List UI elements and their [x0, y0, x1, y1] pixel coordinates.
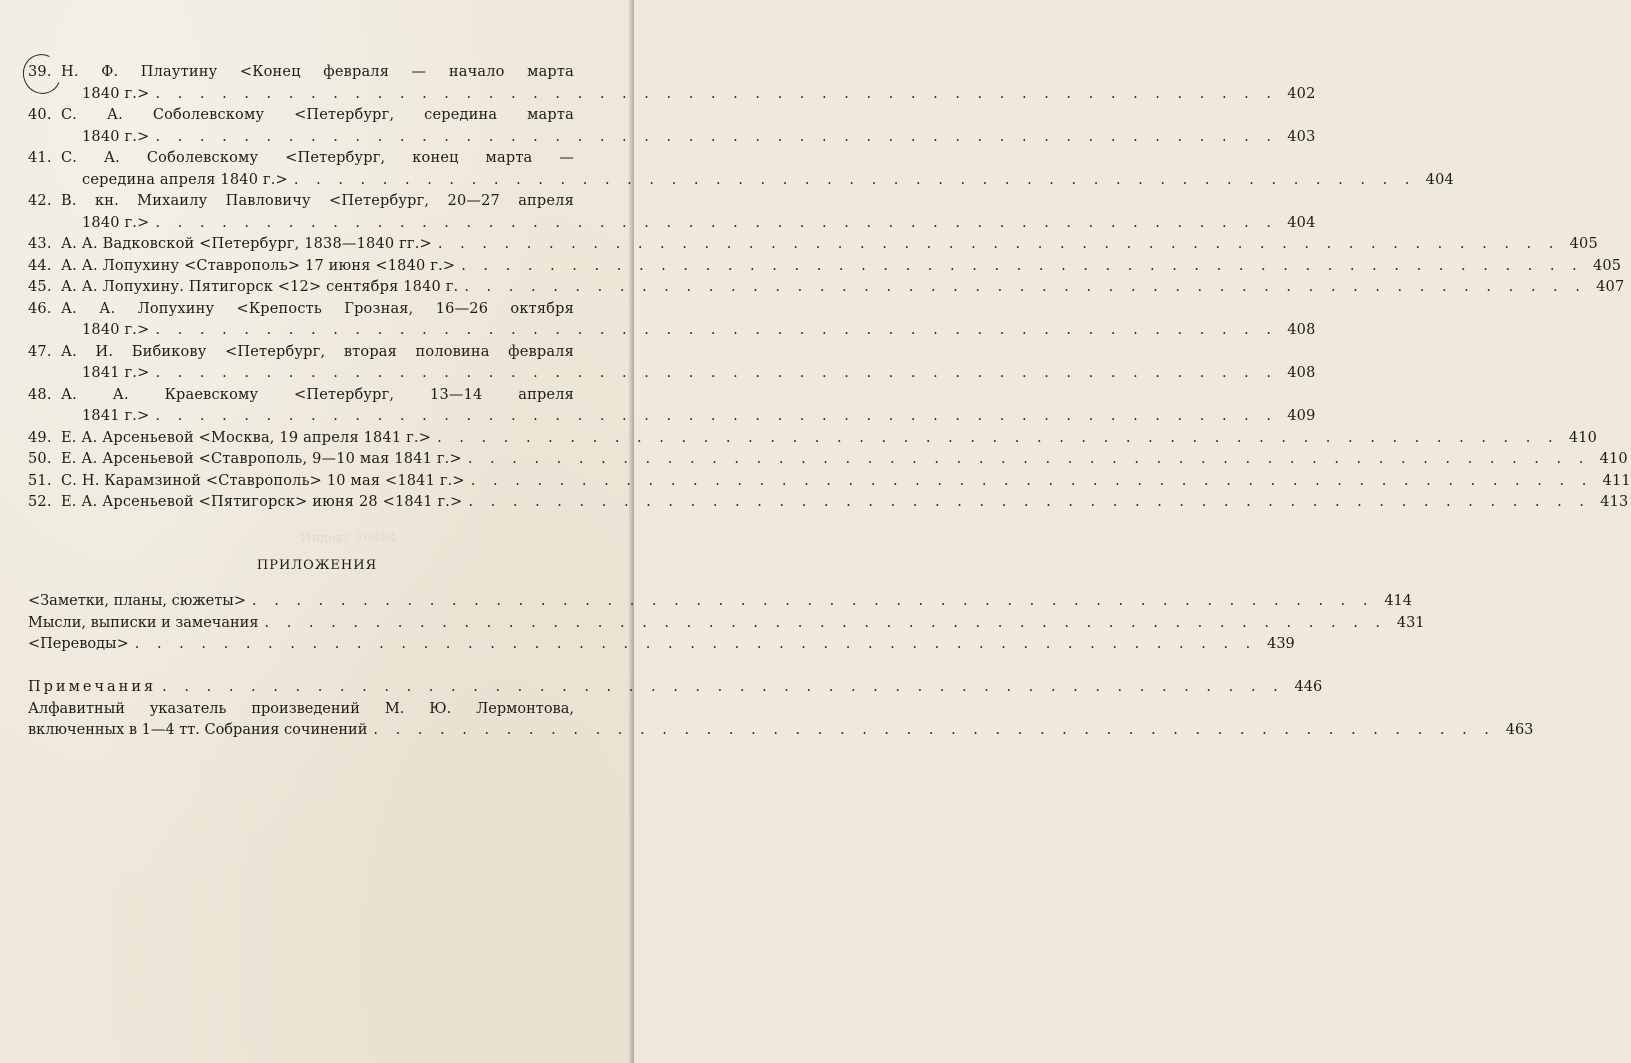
dot-leader — [156, 677, 1284, 699]
entry-number: 45. — [28, 279, 52, 295]
entry-text: Мысли, выписки и замечания — [28, 614, 259, 631]
word: <Петербург, — [294, 386, 395, 403]
entry-page-number: 404 — [1425, 171, 1454, 188]
dot-leader — [431, 428, 1559, 450]
toc-entry-line — [28, 105, 574, 127]
toc-entry-line — [28, 363, 1316, 385]
dot-leader — [149, 363, 1277, 385]
toc-entry — [28, 148, 1454, 191]
toc-entry — [28, 428, 1598, 450]
entry-text — [61, 148, 574, 170]
entry-text: 1840 г.> — [82, 214, 150, 231]
word: М. — [384, 700, 405, 717]
word: А. — [112, 386, 129, 403]
toc-entry — [28, 342, 1316, 385]
toc-entry-line — [28, 256, 1622, 278]
word: середина — [424, 107, 498, 123]
word: произведений — [251, 700, 360, 717]
toc-entry-line — [28, 449, 1628, 471]
toc-entry — [28, 299, 1316, 342]
entry-text: <Переводы> — [28, 636, 129, 652]
word: Краевскому — [164, 386, 259, 403]
word: С. — [61, 150, 78, 166]
entry-number: 44. — [28, 257, 52, 274]
entry-page-number: 408 — [1287, 365, 1316, 381]
word: Бибикову — [131, 343, 207, 360]
word: — — [559, 150, 574, 166]
word: — — [411, 64, 427, 80]
entry-number: 46. — [28, 300, 52, 317]
entry-page-number: 410 — [1599, 451, 1628, 467]
entry-page-number: 410 — [1568, 429, 1598, 446]
entry-text — [61, 342, 574, 364]
entry-text — [28, 699, 574, 721]
word: февраля — [508, 343, 574, 360]
word: 16—26 — [435, 300, 489, 317]
entry-page-number: 413 — [1600, 494, 1629, 510]
entry-text: <Заметки, планы, сюжеты> — [28, 593, 246, 609]
word: апреля — [518, 386, 574, 403]
entry-text: середина апреля 1840 г.> — [82, 171, 288, 188]
word: октября — [510, 300, 574, 317]
dot-leader — [149, 127, 1277, 149]
word: Плаутину — [140, 64, 218, 80]
entry-text: 1841 г.> — [82, 408, 150, 424]
word: Алфавитный — [28, 700, 125, 717]
word: А. — [99, 300, 116, 317]
word: С. — [61, 107, 78, 123]
entry-text: 1840 г.> — [82, 322, 150, 338]
dot-leader — [432, 234, 1560, 256]
word: марта — [485, 150, 533, 166]
dot-leader — [462, 449, 1590, 471]
page-edge-shadow — [628, 0, 634, 1063]
word: половина — [415, 343, 490, 360]
word: апреля — [518, 193, 574, 209]
toc-entry-line — [28, 234, 1598, 256]
toc-entry — [28, 234, 1598, 256]
word: Лопухину — [137, 300, 215, 317]
entry-text: Е. А. Арсеньевой <Ставрополь, 9—10 мая 1841 г.> — [61, 451, 462, 467]
word: Ф. — [101, 64, 119, 80]
entry-number: 51. — [28, 472, 52, 489]
toc-entry-line — [28, 428, 1598, 450]
dot-leader — [149, 213, 1277, 235]
appendix-entry — [28, 591, 1413, 613]
entry-number: 39. — [28, 64, 52, 80]
entry-text: Е. А. Арсеньевой <Москва, 19 апреля 1841 г.> — [61, 429, 432, 446]
toc-entry-line — [28, 277, 1625, 299]
entry-number: 50. — [28, 451, 52, 467]
entry-page-number: 411 — [1602, 472, 1631, 489]
toc-entry-line — [28, 191, 574, 213]
dot-leader — [367, 720, 1495, 742]
word: Соболевскому — [152, 107, 265, 123]
word: марта — [527, 107, 574, 123]
word: вторая — [343, 343, 398, 360]
dot-leader — [129, 634, 1257, 656]
show-through-text: Индекс 70484 — [300, 531, 397, 546]
word: февраля — [323, 64, 390, 80]
toc-entry — [28, 62, 1316, 105]
word: марта — [527, 64, 574, 80]
word: Павловичу — [225, 193, 311, 209]
word: Н. — [61, 64, 79, 80]
word: Грозная, — [344, 300, 414, 317]
entry-text: С. Н. Карамзиной <Ставрополь> 10 мая <1841 г.> — [61, 472, 465, 489]
entry-number: 40. — [28, 107, 52, 123]
word: <Крепость — [236, 300, 322, 317]
entry-page-number: 405 — [1569, 236, 1598, 252]
notes-entry — [28, 699, 1534, 742]
toc-entry-line — [28, 148, 574, 170]
toc-entry — [28, 385, 1316, 428]
entry-text: включенных в 1—4 тт. Собрания сочинений — [28, 722, 368, 738]
toc-entry-line — [28, 127, 1316, 149]
appendix-entry — [28, 613, 1425, 635]
entry-text — [61, 105, 574, 127]
entry-page-number: 409 — [1287, 408, 1316, 424]
dot-leader — [259, 613, 1387, 635]
word: А. — [61, 300, 77, 317]
notes-entry-line — [28, 699, 574, 721]
word: кн. — [94, 193, 119, 209]
entry-text — [61, 299, 574, 321]
word: <Петербург, — [294, 107, 395, 123]
appendix-entry — [28, 634, 1295, 656]
toc-entry — [28, 191, 1316, 234]
entry-number: 49. — [28, 429, 52, 446]
entry-page-number: 414 — [1384, 593, 1413, 609]
entry-page-number: 463 — [1505, 722, 1534, 738]
entry-page-number: 408 — [1287, 322, 1316, 338]
entry-number: 47. — [28, 343, 52, 360]
entry-text: 1841 г.> — [82, 365, 150, 381]
word: указатель — [149, 700, 227, 717]
toc-entry-line — [28, 342, 574, 364]
word: Ю. — [429, 700, 452, 717]
toc-entry-line — [28, 62, 574, 84]
word: <Петербург, — [225, 343, 326, 360]
dot-leader — [455, 256, 1583, 278]
toc-entry — [28, 105, 1316, 148]
word: Соболевскому — [146, 150, 259, 166]
word: А. — [104, 150, 120, 166]
notes-entry-line — [28, 720, 1534, 742]
dot-leader — [458, 277, 1586, 299]
entry-number: 48. — [28, 386, 52, 403]
entry-number: 42. — [28, 193, 52, 209]
entry-number: 43. — [28, 236, 52, 252]
entry-page-number: 407 — [1596, 279, 1625, 295]
word: <Петербург, — [285, 150, 386, 166]
entry-text — [61, 62, 574, 84]
toc-entry-line — [28, 84, 1316, 106]
word: А. — [61, 343, 77, 360]
dot-leader — [465, 471, 1593, 493]
word: Лермонтова, — [476, 700, 574, 717]
entry-text: 1840 г.> — [82, 128, 150, 145]
dot-leader — [149, 84, 1277, 106]
word: А. — [106, 107, 123, 123]
appendix-list — [28, 591, 1425, 656]
toc-entry-line — [28, 170, 1454, 192]
entry-page-number: 404 — [1287, 214, 1316, 231]
toc-entry-line — [28, 492, 1629, 514]
entry-page-number: 439 — [1267, 636, 1295, 652]
toc-entry — [28, 449, 1628, 471]
entry-text — [61, 191, 574, 213]
entry-text: Е. А. Арсеньевой <Пятигорск> июня 28 <1841 г.> — [61, 494, 463, 510]
entry-page-number: 431 — [1396, 614, 1425, 631]
toc-entry-line — [28, 213, 1316, 235]
word: Михаилу — [137, 193, 208, 209]
entry-number: 41. — [28, 150, 52, 166]
entry-page-number: 405 — [1592, 257, 1622, 274]
table-of-contents — [28, 62, 1631, 514]
entry-text: Примечания — [28, 679, 157, 695]
entry-text: А. А. Лопухину <Ставрополь> 17 июня <1840 г.> — [61, 257, 456, 274]
section-title-appendix: ПРИЛОЖЕНИЯ — [256, 558, 378, 573]
notes-list — [28, 677, 1534, 742]
toc-entry-line — [28, 320, 1316, 342]
word: 20—27 — [447, 193, 500, 209]
toc-entry-line — [28, 299, 574, 321]
toc-entry-line — [28, 406, 1316, 428]
word: <Конец — [239, 64, 301, 80]
entry-page-number: 446 — [1294, 679, 1323, 695]
toc-entry — [28, 256, 1622, 278]
notes-entry — [28, 677, 1323, 699]
entry-page-number: 403 — [1287, 128, 1316, 145]
entry-text: 1840 г.> — [82, 85, 150, 102]
toc-entry-line — [28, 385, 574, 407]
entry-text: А. А. Лопухину. Пятигорск <12> сентября 1840 г. — [61, 279, 459, 295]
notes-entry-line — [28, 677, 1323, 699]
word: В. — [61, 193, 77, 209]
dot-leader — [149, 406, 1277, 428]
toc-entry-line — [28, 471, 1631, 493]
word: конец — [412, 150, 459, 166]
entry-page-number: 402 — [1287, 85, 1316, 102]
dot-leader — [288, 170, 1416, 192]
word: А. — [61, 386, 77, 403]
toc-entry — [28, 471, 1631, 493]
dot-leader — [462, 492, 1590, 514]
dot-leader — [149, 320, 1277, 342]
entry-text: А. А. Вадковской <Петербург, 1838—1840 гг.> — [61, 236, 432, 252]
entry-text — [61, 385, 574, 407]
entry-number: 52. — [28, 494, 52, 510]
word: 13—14 — [430, 386, 483, 403]
toc-entry — [28, 492, 1629, 514]
toc-entry — [28, 277, 1625, 299]
word: И. — [95, 343, 114, 360]
word: начало — [448, 64, 505, 80]
word: <Петербург, — [329, 193, 430, 209]
dot-leader — [246, 591, 1374, 613]
